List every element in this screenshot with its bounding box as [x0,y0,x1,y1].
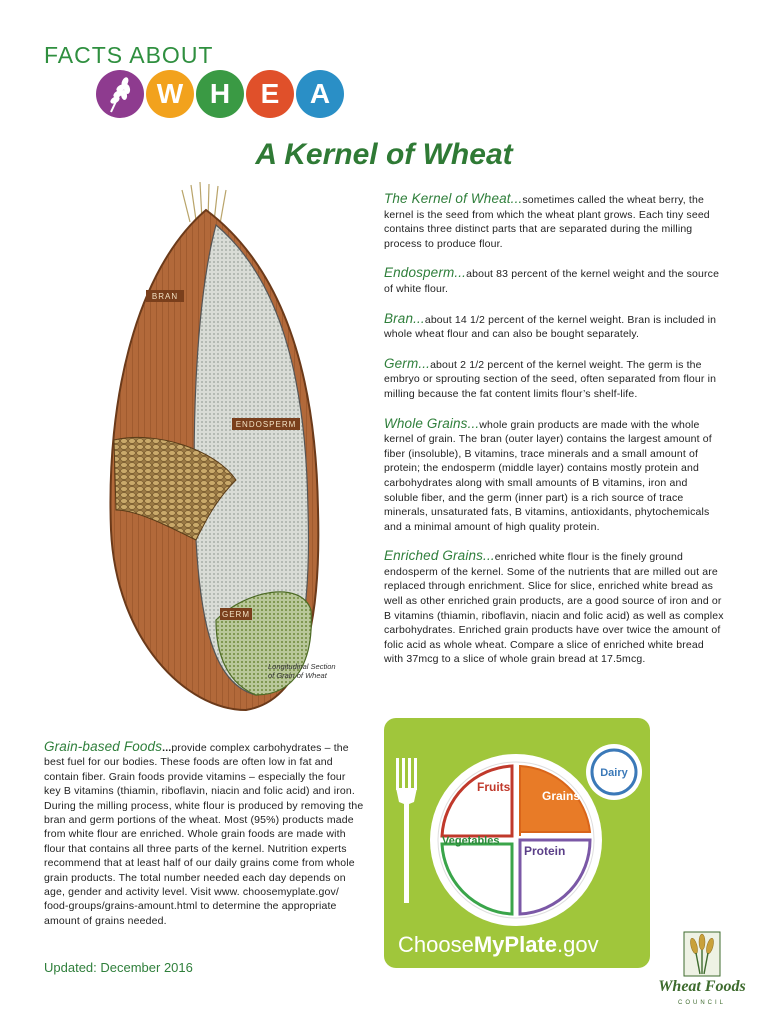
wheat-letter: W [146,70,194,118]
plate-label-grains: Grains [542,789,581,803]
kernel-label-bran: BRAN [151,292,179,301]
grain-based-foods: Grain-based Foods...provide complex carbohydrates – the best fuel for our bodies. These foods are often low in fat and contain fiber. Grain foods provide vitamins – especially the four key B vitamins (thiamin, riboflavin, niacin and folic acid) and iron. During the milling process, white flour is produced by removing the bran and germ portions of the wheat. Most (95%) products made from white flour are enriched. Whole grain foods are made with flour that contains all three parts of the kernel. Nutrition experts recommend that at least half of our daily grains come from whole grain products. The total number needed each day depends on age, gender and activity level. Visit www. choosemyplate.gov/ food-groups/grains-amount.html to determine the appropriate amount of grains needed. [44,739,364,927]
section-endosperm: Endosperm...about 83 percent of the kernel weight and the source of white flour. [384,265,720,295]
choosemyplate-brand: ChooseMyPlate.gov [398,932,599,957]
section-whole-grains: Whole Grains...whole grain products are made with the whole kernel of grain. The bran (outer layer) contains the largest amount of fiber (insoluble), B vitamins, trace minerals and a small amount of protein; the endosperm (middle layer) contains mostly protein and carbohydrates along with small amounts of B vitamins, iron and soluble fiber, and the germ (inner part) is a rich source of trace minerals, unsaturated fats, B vitamins, antioxidants, phytochemicals and a minimal amount of high quality protein. [384,415,712,533]
wheat-logo [96,70,394,118]
myplate-plate [384,718,650,928]
wheat-letter: E [246,70,294,118]
kernel-facts-column [384,192,724,682]
plate-label-vegetables: Vegetables [442,835,500,847]
logo-sub: COUNCIL [677,1000,726,1006]
kernel-label-germ: GERM [222,610,250,619]
facts-about-heading: FACTS ABOUT [44,42,214,68]
fork-icon [396,758,417,903]
kernel-caption: Longitudinal Section of Grain of Wheat [268,662,336,680]
plate-label-dairy: Dairy [600,767,628,779]
section-germ: Germ...about 2 1/2 percent of the kernel weight. The germ is the embryo or sprouting section of the seed, often separated from flour in milling because the fat content limits flour’s shelf-life. [384,355,717,400]
wheat-letter-w [96,70,144,118]
plate-label-fruits: Fruits [477,780,511,794]
updated-date: Updated: December 2016 [44,960,193,975]
wheat-stalk-icon [105,74,135,114]
section-kernel: The Kernel of Wheat...sometimes called the wheat berry, the kernel is the seed from which the wheat plant grows. Each tiny seed contains three distinct parts that are separated during the milling process to produce flour. [384,191,710,250]
wheat-letter: A [296,70,344,118]
kernel-label-endosperm: ENDOSPERM [235,420,297,429]
section-enriched-grains: Enriched Grains...enriched white flour is the finely ground endosperm of the kernel. Some of the nutrients that are milled out are replaced through enrichment. Slice for slice, enriched white bread as well as other enriched grain products, are a good source of iron and or B vitamins (thiamin, riboflavin, niacin and folic acid) as well as complex carbohydrates. Enriched grain products have over twice the amount of folic acid as whole wheat. Compare a slice of enriched white bread with 37mcg to a slice of whole grain bread at 17.5mcg. [384,548,724,666]
myplate-graphic [384,718,650,968]
section-bran: Bran...about 14 1/2 percent of the kernel weight. Bran is included in whole wheat flour and can also be bought separately. [384,310,717,341]
wheat-letter: T [361,78,379,109]
plate-label-protein: Protein [524,844,566,858]
plate-section-fruits [442,766,512,836]
wheat-foods-council-logo [654,926,750,1020]
wheat-bundle-icon [654,926,750,978]
logo-name: Wheat Foods [658,978,746,995]
wheat-letter: H [196,70,244,118]
plate-section-vegetables [442,844,512,914]
wheat-kernel-illustration [96,180,336,720]
page-title: A Kernel of Wheat [255,138,513,171]
